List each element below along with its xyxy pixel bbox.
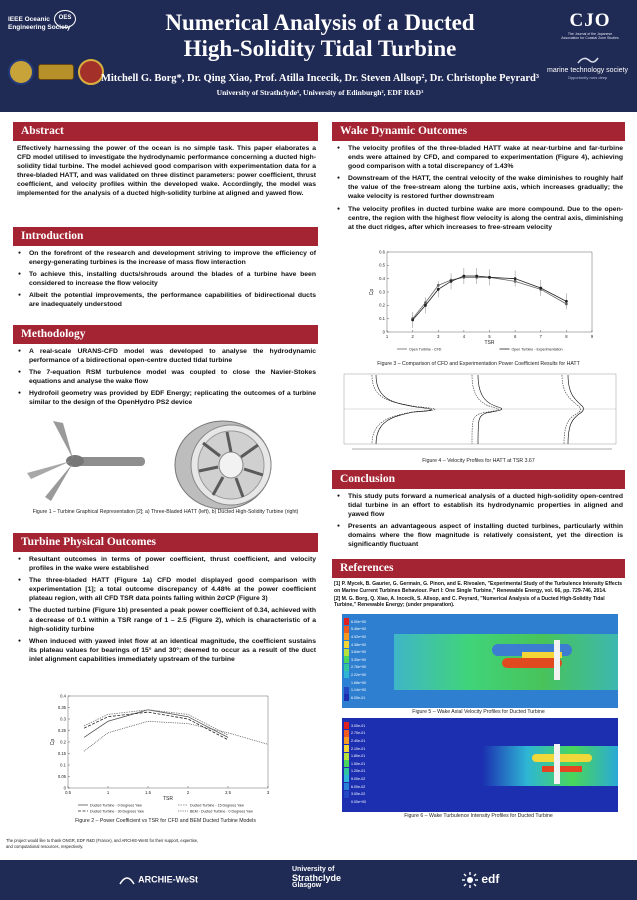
x-tick-label: 9 — [590, 334, 594, 339]
x-tick-label: 4 — [462, 334, 466, 339]
strathclyde-line-1: University of — [292, 866, 335, 873]
legend-value: 3.00e-01 — [351, 723, 366, 728]
legend-entry — [344, 775, 384, 783]
cjo-logo — [560, 10, 620, 50]
legend-value: 4.92e+00 — [351, 634, 367, 639]
hatt-turbine-image — [27, 421, 145, 501]
list-item: ● The three-bladed HATT (Figure 1a) CFD model displayed good comparison with experimentation [1]; a total outcome discrepancy of 4.48% at the power coefficient plateau region, with all CFD TSR data points falling within 2σCP (Figure 3) — [17, 576, 316, 603]
legend-value: 2.10e-01 — [351, 746, 366, 751]
legend-value: 1.68e+00 — [351, 680, 367, 685]
legend-entry — [344, 694, 384, 702]
legend-swatch — [344, 626, 349, 633]
legend-value: 1.20e-01 — [351, 769, 366, 774]
introduction-list — [13, 246, 318, 325]
figure-6-contour — [342, 718, 618, 812]
x-tick-label: 3 — [266, 790, 270, 795]
data-point — [475, 275, 478, 278]
list-item: ● When induced with yawed inlet flow at an identical magnitude, the coefficient sustains its plateau values for bearings of 15° and 30°; deemed to occur as a result of the duct inlet alignment capabilities immediately upstream of the turbine — [17, 637, 316, 664]
methodology-list — [13, 344, 318, 419]
y-tick-label: 0.3 — [60, 716, 66, 722]
navy-research-seal-icon — [8, 59, 34, 85]
data-point — [437, 288, 440, 291]
legend-entry — [344, 618, 384, 626]
legend-swatch — [344, 687, 349, 694]
right-column — [332, 122, 625, 822]
figure-5-contour — [342, 614, 618, 708]
legend-swatch — [344, 737, 349, 744]
turbine-outcomes-list — [13, 552, 318, 692]
x-tick-label: 1 — [106, 790, 110, 795]
mts-tagline: Opportunity runs deep — [567, 75, 608, 80]
figure-6-caption: Figure 6 – Wake Turbulence Intensity Profiles for Ducted Turbine — [404, 813, 553, 819]
legend-swatch — [344, 694, 349, 701]
archie-west-text: ARCHIE-WeSt — [138, 874, 199, 885]
legend-value: 5.46e+00 — [351, 627, 367, 632]
legend-swatch — [344, 730, 349, 737]
methodology-heading: Methodology — [13, 325, 318, 344]
data-point — [462, 275, 465, 278]
legend-value: 6.00e+00 — [351, 619, 367, 624]
legend-entry — [344, 626, 384, 634]
legend-entry — [344, 730, 384, 738]
legend-label: Ducted Turbine - 15 Degrees Yaw — [190, 803, 244, 808]
legend-label: BEM - Ducted Turbine - 0 Degrees Yaw — [190, 809, 253, 814]
legend-swatch — [344, 679, 349, 686]
y-tick-label: 0.25 — [57, 727, 66, 733]
conclusion-list — [332, 489, 625, 559]
y-axis-label: Cp — [369, 288, 375, 296]
legend-value: 2.22e+00 — [351, 672, 367, 677]
edf-sun-icon — [462, 872, 478, 888]
y-axis-label: Cp — [50, 738, 56, 746]
legend-value: 4.38e+00 — [351, 642, 367, 647]
legend-swatch — [344, 618, 349, 625]
x-tick-label: 3 — [437, 334, 440, 339]
legend-swatch — [344, 775, 349, 782]
x-tick-label: 1 — [385, 334, 389, 339]
turbine-outcomes-heading: Turbine Physical Outcomes — [13, 533, 318, 552]
figure-4 — [332, 370, 625, 466]
references-heading: References — [332, 559, 625, 578]
mts-wave-icon — [576, 55, 600, 65]
x-axis-label: TSR — [163, 796, 173, 802]
left-column — [13, 122, 318, 828]
legend-label: Open Turbine - CFD — [409, 347, 442, 352]
data-point — [539, 287, 542, 290]
y-tick-label: 0.3 — [379, 289, 385, 295]
x-tick-label: 1.5 — [145, 790, 151, 795]
legend-swatch — [344, 791, 349, 798]
legend-entry — [344, 798, 384, 806]
x-tick-label: 2 — [186, 790, 190, 795]
wake-heading: Wake Dynamic Outcomes — [332, 122, 625, 141]
legend-swatch — [344, 783, 349, 790]
y-tick-label: 0 — [382, 329, 385, 335]
y-tick-label: 0.1 — [379, 316, 385, 322]
x-tick-label: 8 — [565, 334, 568, 339]
title-line-2: High-Solidity Tidal Turbine — [183, 36, 457, 61]
legend-swatch — [344, 760, 349, 767]
acknowledgement: The project would like to thank ONGR, EDF R&D (France), and ARCHIE-WeSt for their support, expertise, and computational resources, respectively. — [6, 838, 199, 849]
legend-label: Open Turbine - Experimentation — [511, 347, 563, 352]
mts-name: marine technology society — [547, 67, 628, 74]
wake-list — [332, 141, 625, 246]
reference-item: [2] M. G. Borg, Q. Xiao, A. Incecik, S. Allsop, and C. Peyrard, "Numerical Analysis of a Ducted High-Solidity Tidal Turbine," Renewable Energy; (under preparation). — [334, 595, 605, 609]
legend-entry — [344, 760, 384, 768]
legend-entry — [344, 633, 384, 641]
legend-value: 2.76e+00 — [351, 665, 367, 670]
legend-entry — [344, 745, 384, 753]
authors: Mitchell G. Borg*, Dr. Qing Xiao, Prof. Atilla Incecik, Dr. Steven Allsop², Dr. Christophe Peyrard³ — [100, 73, 540, 84]
title-line-1: Numerical Analysis of a Ducted — [165, 10, 475, 35]
list-item: ● Resultant outcomes in terms of power coefficient, thrust coefficient, and velocity profiles in the wake were established — [17, 555, 316, 573]
legend-entry — [344, 722, 384, 730]
legend-entry — [344, 671, 384, 679]
legend-entry — [344, 790, 384, 798]
military-emblem-icon — [38, 64, 74, 80]
figure-2-caption: Figure 2 – Power Coefficient vs TSR for CFD and BEM Ducted Turbine Models — [75, 818, 256, 824]
figure-3 — [332, 246, 625, 370]
legend-swatch — [344, 664, 349, 671]
cjo-subtext: The Journal of the Japanese Association for Coastal Zone Studies — [561, 32, 619, 40]
legend-swatch — [344, 671, 349, 678]
legend-entry — [344, 679, 384, 687]
legend-swatch — [344, 798, 349, 805]
poster-footer — [0, 860, 637, 900]
data-point — [514, 277, 517, 280]
data-point — [565, 300, 568, 303]
x-tick-label: 2 — [411, 334, 414, 339]
figure-3-caption: Figure 3 – Comparison of CFD and Experimentation Power Coefficient Results for HATT — [377, 361, 580, 367]
references-list — [332, 578, 625, 614]
list-item: ● To achieve this, installing ducts/shrouds around the blades of a turbine have been considered to increase the flow velocity — [17, 270, 316, 288]
legend-value: 1.50e-01 — [351, 761, 366, 766]
marine-seals-logo — [8, 56, 103, 90]
figure-5-legend — [344, 618, 384, 704]
y-tick-label: 0.2 — [379, 302, 385, 308]
legend-value: 1.14e+00 — [351, 688, 367, 693]
legend-label: Ducted Turbine - 0 Degrees Yaw — [90, 803, 142, 808]
list-item: ● Hydrofoil geometry was provided by EDF Energy; replicating the outcomes of a turbine similar to the design of the OpenHydro PS2 device — [17, 389, 316, 407]
legend-entry — [344, 648, 384, 656]
list-item: ● The 7-equation RSM turbulence model was coupled to close the Navier-Stokes equations and analyse the wake flow — [17, 368, 316, 386]
ducted-turbine-image — [175, 421, 271, 509]
legend-entry — [344, 752, 384, 760]
figure-5-caption: Figure 5 – Wake Axial Velocity Profiles for Ducted Turbine — [412, 709, 545, 715]
archie-swirl-icon — [118, 874, 136, 886]
x-tick-label: 7 — [539, 334, 542, 339]
legend-swatch — [344, 633, 349, 640]
introduction-heading: Introduction — [13, 227, 318, 246]
list-item: ● The velocity profiles of the three-bladed HATT wake at near-turbine and far-turbine ends were attained by CFD, and compared to experimentation (Figure 4), achieving good comparison with a total discrepancy of 1.43% — [336, 144, 623, 171]
legend-swatch — [344, 753, 349, 760]
data-point — [424, 304, 427, 307]
legend-entry — [344, 664, 384, 672]
legend-entry — [344, 656, 384, 664]
legend-swatch — [344, 656, 349, 663]
x-tick-label: 0.5 — [65, 790, 71, 795]
legend-value: 9.00e-02 — [351, 776, 366, 781]
legend-value: 3.84e+00 — [351, 650, 367, 655]
figure-6-legend — [344, 722, 384, 808]
list-item: ● On the forefront of the research and development striving to improve the efficiency of energy-generating turbines is the increase of mass flow interaction — [17, 249, 316, 267]
y-tick-label: 0.2 — [60, 739, 66, 745]
edf-text: edf — [481, 872, 500, 887]
legend-swatch — [344, 722, 349, 729]
legend-entry — [344, 737, 384, 745]
ieee-logo-text: IEEE Oceanic Engineering Society — [8, 16, 71, 31]
legend-swatch — [344, 768, 349, 775]
abstract-heading: Abstract — [13, 122, 318, 141]
strathclyde-line-2: Strathclyde — [292, 873, 342, 883]
figure-2 — [13, 692, 318, 828]
data-point — [488, 276, 491, 279]
y-tick-label: 0.4 — [60, 693, 66, 699]
legend-label: Ducted Turbine - 30 Degrees Yaw — [90, 809, 144, 814]
abstract-text: Effectively harnessing the power of the ocean is no simple task. This paper elaborates a CFD model utilised to investigate the hydrodynamic performance concerning a ducted high-solidity tidal turbine. The model achieved good comparison with experimentation data for a three-bladed HATT, and was validated on three distinct parameters: power coefficient, thrust coefficient, and velocity profiles within the developed wake. Accordingly, the model was implemented for the analysis of a ducted high-solidity turbine at aligned and yawed flow. — [17, 145, 316, 198]
legend-value: 0.00e+00 — [351, 799, 367, 804]
figure-6 — [332, 718, 625, 822]
strathclyde-line-3: Glasgow — [292, 882, 322, 889]
list-item: ● Downstream of the HATT, the central velocity of the wake diminishes to roughly half the value of the free-stream along the turbine axis, which increases gradually; the wake velocity is restored further downstream — [336, 174, 623, 201]
legend-entry — [344, 686, 384, 694]
legend-value: 6.00e-01 — [351, 695, 366, 700]
legend-value: 3.00e-02 — [351, 792, 366, 797]
archie-west-logo — [118, 874, 198, 886]
legend-entry — [344, 768, 384, 776]
strathclyde-logo — [292, 866, 341, 890]
y-tick-label: 0.4 — [379, 276, 385, 282]
figure-1-caption: Figure 1 – Turbine Graphical Representation [2]; a) Three-Bladed HATT (left), b) Ducted High-Solidity Turbine (right) — [32, 509, 299, 515]
legend-swatch — [344, 745, 349, 752]
x-tick-label: 5 — [488, 334, 491, 339]
figure-4-caption: Figure 4 – Velocity Profiles for HATT at TSR 3.67 — [422, 458, 535, 464]
list-item: ● The velocity profiles in ducted turbine wake are more compound. Due to the open-centre, the region with the highest flow velocity is along the central axis, diminishing at the duct ridges, after which increases to free-stream velocity — [336, 205, 623, 232]
y-tick-label: 0.6 — [379, 249, 385, 255]
y-tick-label: 0.05 — [57, 773, 66, 779]
y-tick-label: 0.15 — [57, 750, 66, 756]
legend-value: 2.70e-01 — [351, 731, 366, 736]
x-axis-label: TSR — [484, 340, 495, 346]
turbine-illustrations — [13, 419, 318, 511]
legend-value: 2.40e-01 — [351, 738, 366, 743]
poster-title — [120, 10, 520, 62]
legend-swatch — [344, 649, 349, 656]
list-item: ● A real-scale URANS-CFD model was developed to analyse the hydrodynamic performance of a bidirectional open-centre ducted tidal turbine — [17, 347, 316, 365]
mts-logo — [545, 55, 630, 95]
oes-badge-icon: OES — [54, 10, 76, 28]
ieee-oes-logo — [8, 10, 88, 50]
reference-item: [1] P. Mycek, B. Gaurier, G. Germain, G. Pinon, and E. Rivoalen, "Experimental Study of the Turbulence Intensity Effects on Marine Current Turbines Behaviour. Part I: One Single Turbine," Renewable Energy, vol. 66, pp. 729-746, 2014. — [334, 581, 623, 594]
y-tick-label: 0.5 — [379, 262, 385, 268]
cp-vs-tsr-ducted-chart — [13, 692, 318, 818]
x-tick-label: 6 — [513, 334, 517, 339]
legend-entry — [344, 783, 384, 791]
poster-header — [0, 0, 637, 112]
y-tick-label: 0.1 — [60, 762, 66, 768]
list-item: ● Presents an advantageous aspect of installing ducted turbines, particularly within domains where the flow magnitude is relatively consistent, yet the direction is significantly fluctuant — [336, 522, 623, 549]
cp-vs-tsr-hatt-chart — [332, 246, 625, 362]
cjo-text: CJO — [569, 10, 611, 31]
list-item: ● Albeit the potential improvements, the performance capabilities of bidirectional ducts are inadequately understood — [17, 291, 316, 309]
legend-value: 1.80e-01 — [351, 754, 366, 759]
y-tick-label: 0 — [63, 785, 66, 791]
figure-1 — [13, 419, 318, 517]
edf-logo — [462, 872, 499, 888]
legend-value: 6.00e-02 — [351, 784, 366, 789]
list-item: ● The ducted turbine (Figure 1b) presented a peak power coefficient of 0.34, achieved with a decrease of 0.1 within a TSR range of 1 – 2.5 (Figure 2), which is characteristic of a high-solidity turbine — [17, 606, 316, 633]
x-tick-label: 2.5 — [225, 790, 231, 795]
plot-area — [387, 252, 592, 332]
plot-area — [68, 696, 268, 788]
figure-5 — [332, 614, 625, 718]
affiliations: University of Strathclyde¹, University of Edinburgh², EDF R&D³ — [216, 88, 424, 97]
legend-entry — [344, 641, 384, 649]
data-point — [450, 280, 453, 283]
y-tick-label: 0.35 — [57, 704, 66, 710]
velocity-profiles-chart — [332, 370, 625, 458]
legend-value: 3.30e+00 — [351, 657, 367, 662]
list-item: ● This study puts forward a numerical analysis of a ducted high-solidity open-centred tidal turbine in an effort to establish its hydrodynamic properties in aligned and yawed flow — [336, 492, 623, 519]
data-point — [411, 319, 414, 322]
legend-swatch — [344, 641, 349, 648]
conclusion-heading: Conclusion — [332, 470, 625, 489]
